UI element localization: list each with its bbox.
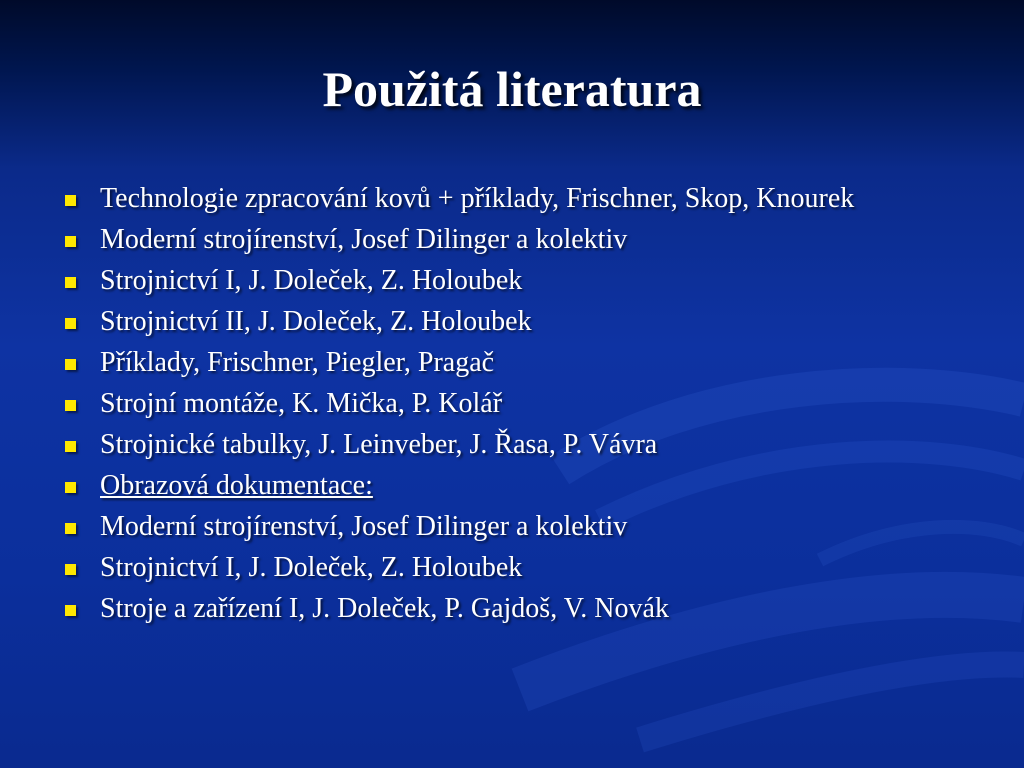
list-item	[62, 429, 942, 460]
square-bullet-icon	[65, 400, 76, 411]
list-item-text: Moderní strojírenství, Josef Dilinger a kolektiv	[100, 511, 628, 542]
list-item-text: Stroje a zařízení I, J. Doleček, P. Gajdoš, V. Novák	[100, 593, 669, 624]
list-item	[62, 388, 942, 419]
list-item	[62, 265, 942, 296]
square-bullet-icon	[65, 195, 76, 206]
list-item	[62, 552, 942, 583]
list-item	[62, 306, 942, 337]
list-item-text: Moderní strojírenství, Josef Dilinger a kolektiv	[100, 224, 628, 255]
list-item-text: Strojnictví I, J. Doleček, Z. Holoubek	[100, 265, 523, 296]
square-bullet-icon	[65, 441, 76, 452]
square-bullet-icon	[65, 277, 76, 288]
square-bullet-icon	[65, 605, 76, 616]
list-item-text: Strojnictví I, J. Doleček, Z. Holoubek	[100, 552, 523, 583]
list-item-text: Strojnictví II, J. Doleček, Z. Holoubek	[100, 306, 532, 337]
list-item	[62, 470, 942, 501]
list-item-text: Příklady, Frischner, Piegler, Pragač	[100, 347, 495, 378]
list-item	[62, 593, 942, 624]
square-bullet-icon	[65, 359, 76, 370]
square-bullet-icon	[65, 523, 76, 534]
list-item	[62, 347, 942, 378]
square-bullet-icon	[65, 482, 76, 493]
list-item	[62, 224, 942, 255]
list-item	[62, 511, 942, 542]
section-heading-image-sources: Obrazová dokumentace:	[100, 470, 373, 501]
list-item	[62, 183, 942, 214]
reference-list	[62, 183, 942, 634]
square-bullet-icon	[65, 318, 76, 329]
slide-title: Použitá literatura	[322, 61, 702, 117]
list-item-text: Strojnické tabulky, J. Leinveber, J. Řasa, P. Vávra	[100, 429, 658, 460]
square-bullet-icon	[65, 236, 76, 247]
list-item-text: Technologie zpracování kovů + příklady, Frischner, Skop, Knourek	[100, 183, 855, 214]
list-item-text: Strojní montáže, K. Mička, P. Kolář	[100, 388, 503, 419]
square-bullet-icon	[65, 564, 76, 575]
